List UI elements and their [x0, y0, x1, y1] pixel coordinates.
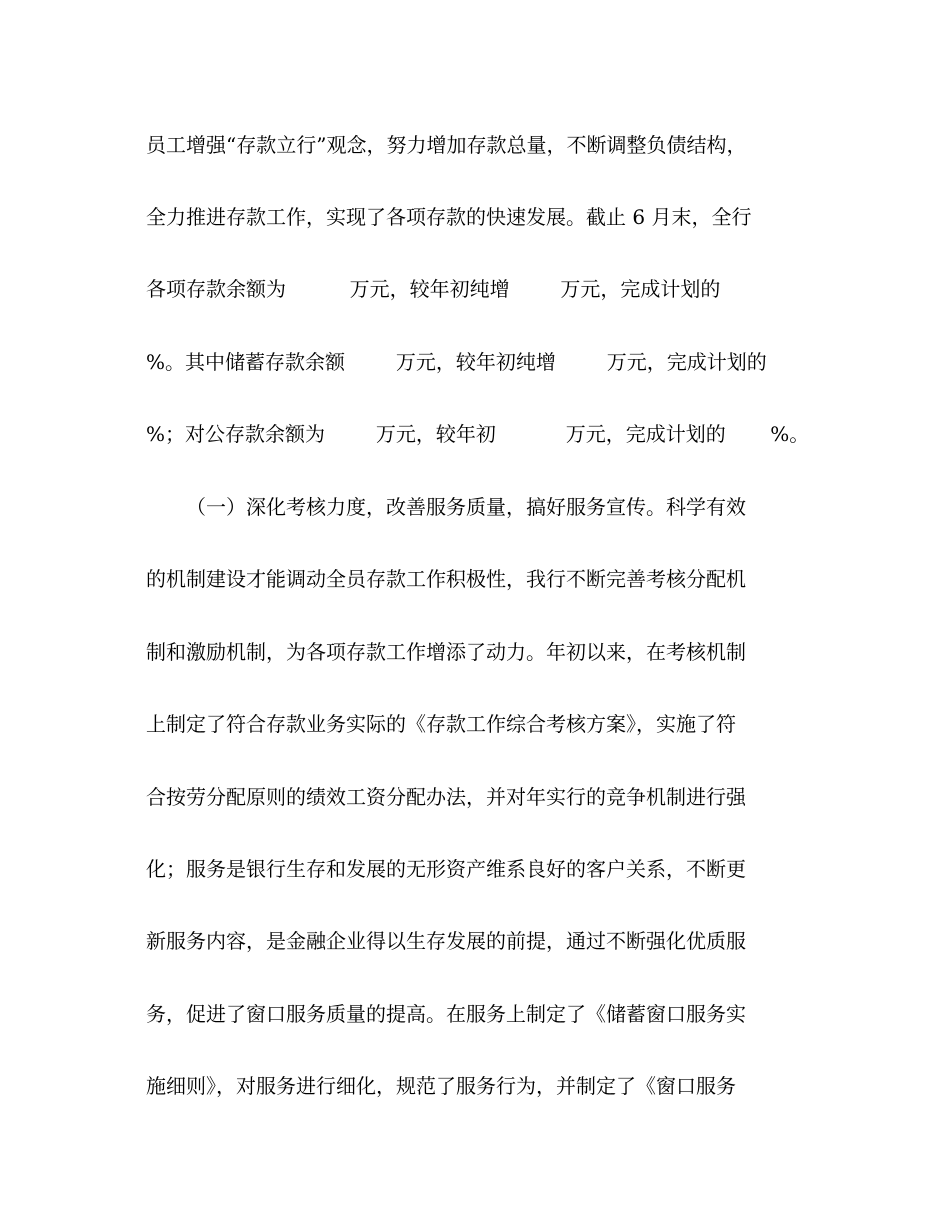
body-text-line: 化；服务是银行生存和发展的无形资产维系良好的客户关系，不断更: [146, 857, 746, 881]
body-text-line: 新服务内容，是金融企业得以生存发展的前提，通过不断强化优质服: [146, 929, 746, 953]
body-text-line: 合按劳分配原则的绩效工资分配办法，并对年实行的竞争机制进行强: [146, 785, 746, 809]
body-text-line: 各项存款余额为 万元，较年初纯增 万元，完成计划的: [146, 277, 721, 301]
body-text-line: %；对公存款余额为 万元，较年初 万元，完成计划的 %。: [146, 422, 810, 446]
body-text-line: 施细则》，对服务进行细化，规范了服务行为，并制定了《窗口服务: [146, 1074, 736, 1098]
body-text-line: 员工增强“存款立行”观念，努力增加存款总量，不断调整负债结构，: [146, 133, 747, 157]
body-text-line: %。其中储蓄存款余额 万元，较年初纯增 万元，完成计划的: [146, 350, 767, 374]
body-text-line: 上制定了符合存款业务实际的《存款工作综合考核方案》，实施了符: [146, 712, 736, 736]
body-text-line: 全力推进存款工作，实现了各项存款的快速发展。截止 6 月末，全行: [146, 205, 752, 229]
section-heading-line: （一）深化考核力度，改善服务质量，搞好服务宣传。科学有效: [186, 495, 746, 519]
body-text-line: 务，促进了窗口服务质量的提高。在服务上制定了《储蓄窗口服务实: [146, 1002, 746, 1026]
body-text-line: 制和激励机制，为各项存款工作增添了动力。年初以来，在考核机制: [146, 640, 746, 664]
body-text-line: 的机制建设才能调动全员存款工作积极性，我行不断完善考核分配机: [146, 567, 746, 591]
